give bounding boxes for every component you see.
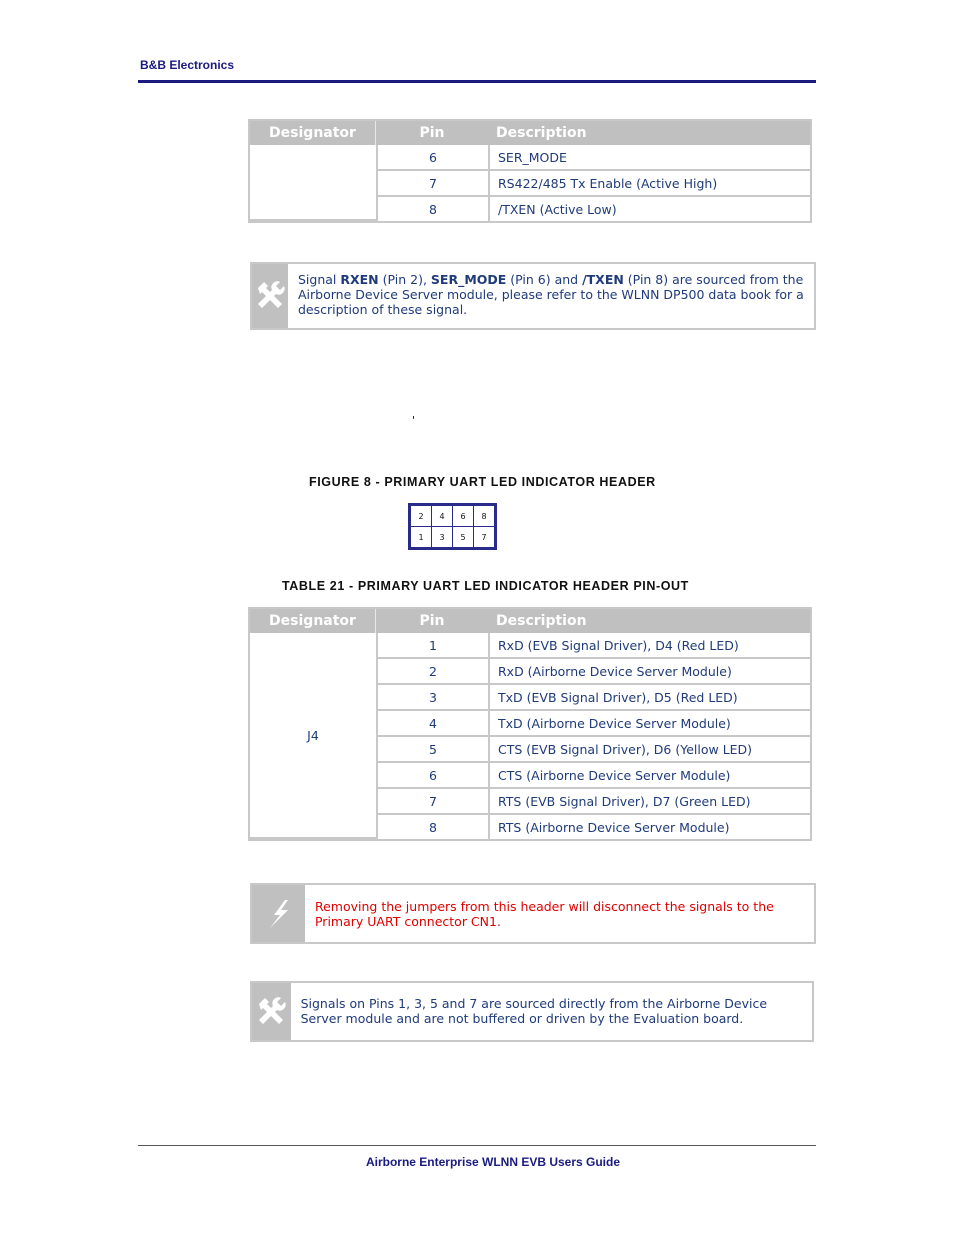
description-cell: RS422/485 Tx Enable (Active High) bbox=[488, 171, 810, 197]
pin-cell: 7 bbox=[376, 789, 488, 815]
pin-label: 4 bbox=[432, 506, 453, 527]
table-row bbox=[250, 145, 810, 171]
tools-icon bbox=[252, 264, 290, 328]
pin-label: 2 bbox=[411, 506, 432, 527]
table-header-row bbox=[250, 121, 810, 145]
signal-rxen: RXEN bbox=[340, 272, 379, 287]
pin-label: 3 bbox=[432, 527, 453, 548]
pin-cell: 3 bbox=[376, 685, 488, 711]
stray-mark: ' bbox=[412, 414, 416, 427]
description-cell: RTS (Airborne Device Server Module) bbox=[488, 815, 810, 839]
header-designator: Designator bbox=[250, 609, 376, 633]
pin-label: 8 bbox=[474, 506, 495, 527]
pin-label: 6 bbox=[453, 506, 474, 527]
description-cell: RxD (Airborne Device Server Module) bbox=[488, 659, 810, 685]
pin-cell: 2 bbox=[376, 659, 488, 685]
lightning-icon bbox=[252, 885, 307, 942]
note-box-sourcing bbox=[250, 981, 814, 1042]
pin-label: 5 bbox=[453, 527, 474, 548]
description-cell: /TXEN (Active Low) bbox=[488, 197, 810, 221]
header-rule bbox=[138, 80, 816, 83]
header-description: Description bbox=[488, 121, 810, 145]
pin-table-continued bbox=[248, 119, 812, 223]
page-footer-title: Airborne Enterprise WLNN EVB Users Guide bbox=[365, 1155, 621, 1169]
pin-cell: 1 bbox=[376, 633, 488, 659]
figure-caption: FIGURE 8 - PRIMARY UART LED INDICATOR HEADER bbox=[309, 475, 656, 489]
signal-ser-mode: SER_MODE bbox=[430, 272, 507, 287]
designator-cell bbox=[250, 145, 376, 221]
pin-cell: 8 bbox=[376, 197, 488, 221]
pin-label: 7 bbox=[474, 527, 495, 548]
description-cell: TxD (EVB Signal Driver), D5 (Red LED) bbox=[488, 685, 810, 711]
pin-cell: 6 bbox=[376, 763, 488, 789]
table-row bbox=[250, 633, 810, 659]
note-text: Signals on Pins 1, 3, 5 and 7 are sourced directly from the Airborne Device Server module and are not buffered or driven by the Evaluation board. bbox=[300, 996, 768, 1026]
description-cell: TxD (Airborne Device Server Module) bbox=[488, 711, 810, 737]
page-header-company: B&B Electronics bbox=[140, 58, 235, 72]
pin-cell: 7 bbox=[376, 171, 488, 197]
description-cell: RTS (EVB Signal Driver), D7 (Green LED) bbox=[488, 789, 810, 815]
pin-table-j4 bbox=[248, 607, 812, 841]
note-box-warning bbox=[250, 883, 816, 944]
note-text: Signal RXEN (Pin 2), SER_MODE (Pin 6) and /TXEN (Pin 8) are sourced from the Airborne Device Server module, please refer to the WLNN DP500 data book for a description of these signal. bbox=[298, 272, 804, 317]
description-cell: CTS (Airborne Device Server Module) bbox=[488, 763, 810, 789]
pin-cell: 6 bbox=[376, 145, 488, 171]
table-header-row bbox=[250, 609, 810, 633]
signal-txen: /TXEN bbox=[582, 272, 624, 287]
pin-cell: 4 bbox=[376, 711, 488, 737]
footer-rule bbox=[138, 1145, 816, 1146]
description-cell: SER_MODE bbox=[488, 145, 810, 171]
header-pin: Pin bbox=[376, 609, 488, 633]
warning-text: Removing the jumpers from this header will disconnect the signals to the Primary UART connector CN1. bbox=[314, 899, 774, 929]
tools-icon bbox=[252, 983, 293, 1040]
table-caption: TABLE 21 - PRIMARY UART LED INDICATOR HEADER PIN-OUT bbox=[282, 579, 689, 593]
description-cell: CTS (EVB Signal Driver), D6 (Yellow LED) bbox=[488, 737, 810, 763]
header-pin: Pin bbox=[376, 121, 488, 145]
pin-header-diagram bbox=[408, 503, 497, 550]
header-description: Description bbox=[488, 609, 810, 633]
note-box-signals bbox=[250, 262, 816, 330]
pin-cell: 8 bbox=[376, 815, 488, 839]
description-cell: RxD (EVB Signal Driver), D4 (Red LED) bbox=[488, 633, 810, 659]
designator-cell: J4 bbox=[250, 633, 376, 839]
pin-label: 1 bbox=[411, 527, 432, 548]
header-designator: Designator bbox=[250, 121, 376, 145]
pin-cell: 5 bbox=[376, 737, 488, 763]
